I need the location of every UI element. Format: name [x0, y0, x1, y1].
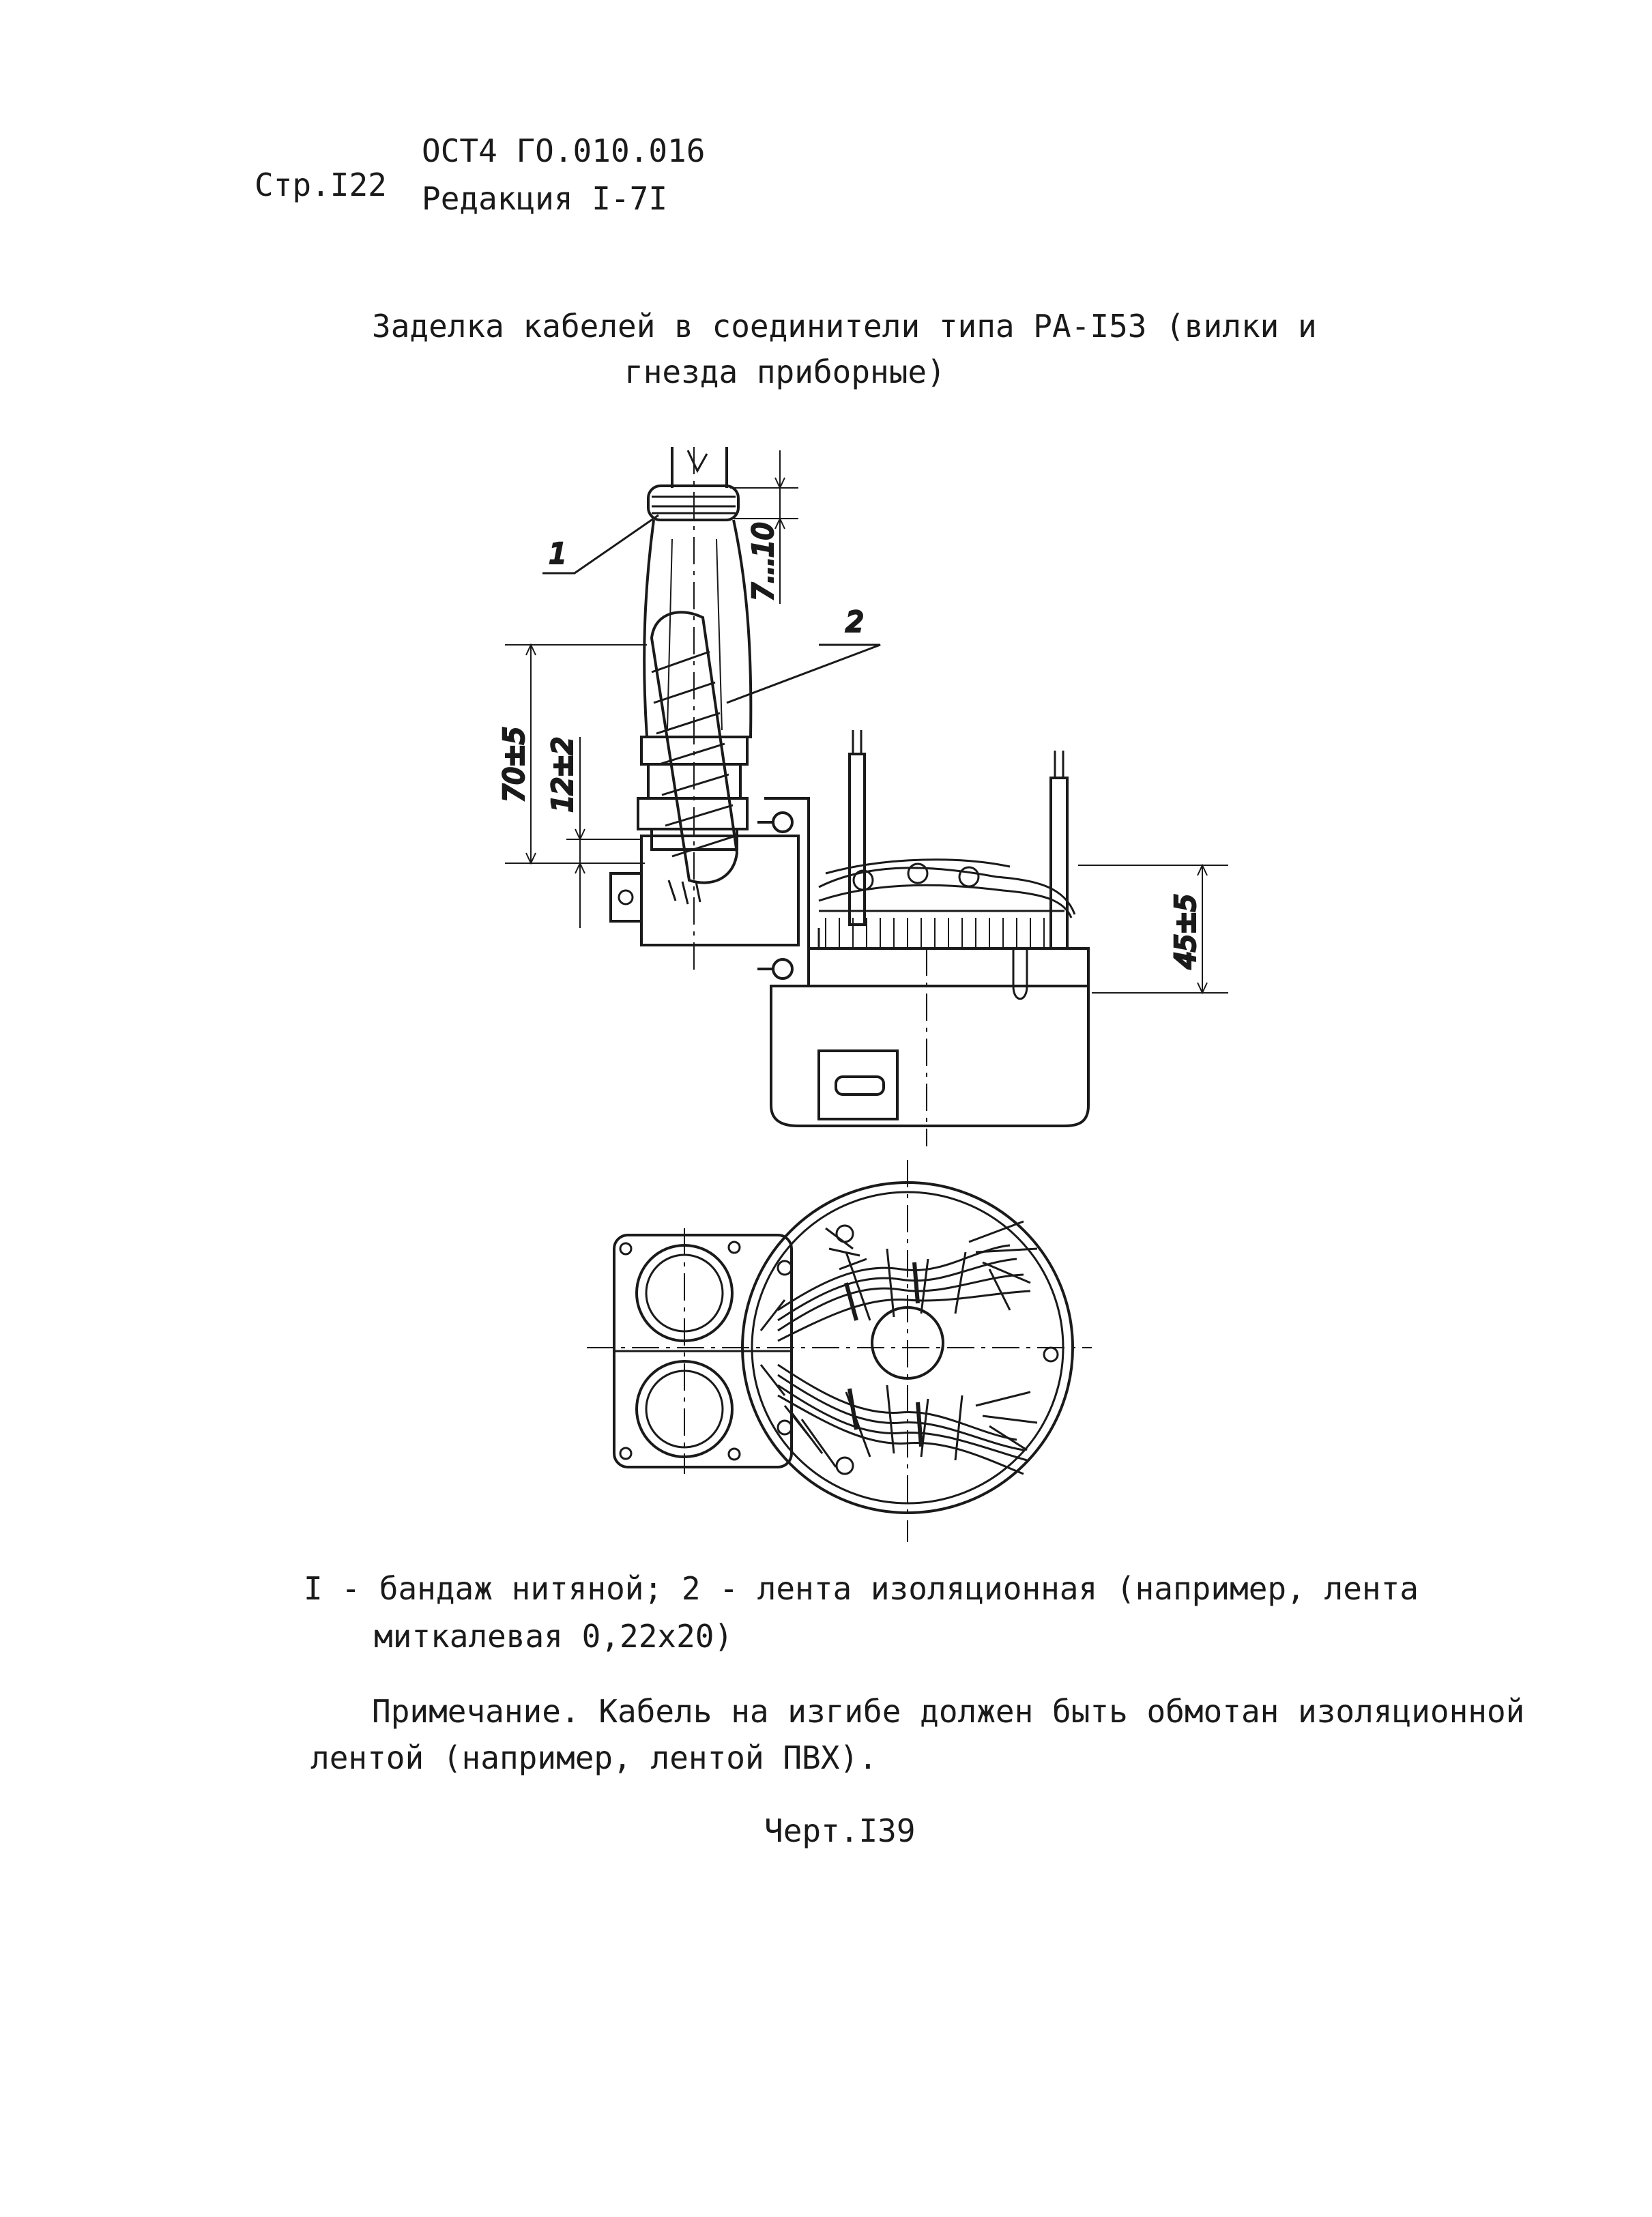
dim-wrap-label: 12±2: [547, 737, 579, 812]
drawing-title-line-2: гнезда приборные): [624, 353, 946, 390]
dim-total-label: 70±5: [499, 727, 530, 802]
note-line-2: лентой (например, лентой ПВХ).: [310, 1739, 878, 1776]
dim-height-label: 45±5: [1170, 894, 1202, 969]
callout-2-label: 2: [846, 607, 864, 638]
edition-label: Редакция I-7I: [422, 180, 668, 217]
side-view: [611, 447, 1088, 1146]
page-number: Стр.I22: [255, 166, 387, 203]
top-view: [587, 1160, 1092, 1542]
dim-band-label: 7...10: [748, 522, 779, 600]
legend-line-1: I - бандаж нитяной; 2 - лента изоляционная (например, лента: [304, 1570, 1419, 1607]
figure-caption: Черт.I39: [764, 1812, 916, 1849]
standard-number: ОСТ4 ГО.010.016: [422, 132, 706, 169]
callout-1-label: 1: [549, 538, 567, 570]
legend-line-2: миткалевая 0,22х20): [374, 1618, 734, 1655]
note-line-1: Примечание. Кабель на изгибе должен быть обмотан изоляционной: [372, 1693, 1525, 1730]
drawing-title-line-1: Заделка кабелей в соединители типа РА-I53 (вилки и: [372, 308, 1317, 345]
